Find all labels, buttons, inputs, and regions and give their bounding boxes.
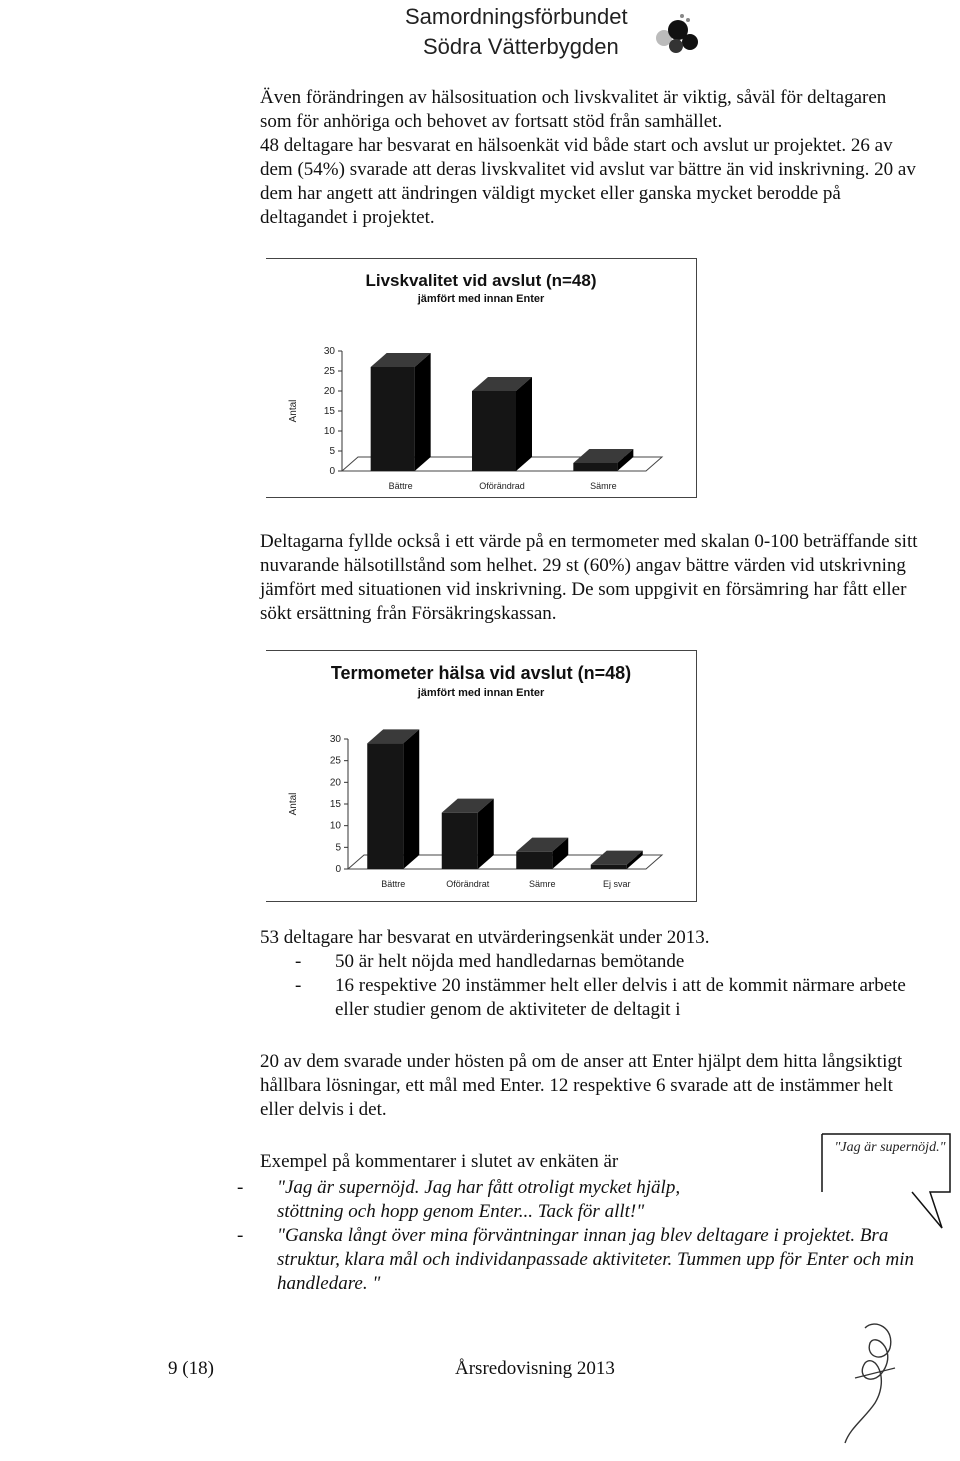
paragraph-comments-intro: Exempel på kommentarer i slutet av enkäten är <box>260 1151 619 1172</box>
chart-subtitle: jämfört med innan Enter <box>417 293 545 305</box>
x-tick-label: Bättre <box>381 879 406 889</box>
y-tick-label: 0 <box>329 466 335 477</box>
organization-name <box>405 2 628 62</box>
y-tick-label: 15 <box>323 406 335 417</box>
bar-front <box>573 463 617 471</box>
y-tick-label: 5 <box>335 842 341 854</box>
bar-side <box>415 353 431 471</box>
list-item: - 50 är helt nöjda med handledarnas bemötande <box>295 951 685 972</box>
signature-icon <box>835 1308 905 1448</box>
y-tick-label: 30 <box>323 346 335 357</box>
x-tick-label: Oförändrad <box>479 481 525 491</box>
bar-front <box>371 367 415 471</box>
bar <box>442 799 494 869</box>
x-tick-label: Oförändrat <box>446 879 490 889</box>
organization-name-line2: Södra Vätterbygden <box>423 34 619 59</box>
paragraph-thermometer: Deltagarna fyllde också i ett värde på en termometer med skalan 0-100 beträffande sitt nuvarande hälsotillstånd som helhet. 29 st (60%) angav bättre värden vid utskrivning jämfört med situationen vid inskrivning. De som uppgivit en försämring har fått eller sökt ersättning från Försäkringskassan. <box>260 531 918 624</box>
chart-subtitle: jämfört med innan Enter <box>417 687 545 699</box>
footer-title: Årsredovisning 2013 <box>455 1358 615 1379</box>
quote-item: - "Jag är supernöjd. Jag har fått otroligt mycket hjälp, stöttning och hopp genom Enter... Tack för allt!" <box>237 1177 681 1222</box>
bar <box>367 729 419 869</box>
organization-logo-icon <box>652 8 700 56</box>
bullet-list <box>295 950 935 1022</box>
y-tick-label: 15 <box>329 799 341 810</box>
y-tick-label: 20 <box>323 386 335 397</box>
bar-front <box>591 865 627 869</box>
x-tick-label: Sämre <box>528 879 556 889</box>
y-tick-label: 10 <box>323 426 335 437</box>
list-item: - 16 respektive 20 instämmer helt eller delvis i att de kommit närmare arbete eller studier genom de aktiviteter de deltagit i <box>295 975 906 1020</box>
organization-name-line1: Samordningsförbundet <box>405 4 628 29</box>
bar <box>573 449 633 471</box>
bar-front <box>516 852 552 869</box>
chart-livskvalitet <box>266 258 697 498</box>
y-tick-label: 5 <box>329 446 335 457</box>
y-tick-label: 10 <box>329 820 341 832</box>
x-tick-label: Bättre <box>388 481 413 491</box>
y-axis-label: Antal <box>288 399 299 423</box>
paragraph-long-term-solutions: 20 av dem svarade under hösten på om de anser att Enter hjälpt dem hitta långsiktigt hållbara lösningar, ett mål med Enter. 12 respektive 6 svarade att de instämmer helt eller delvis i det. <box>260 1051 903 1120</box>
bar <box>516 838 568 869</box>
chart-livskvalitet-plot <box>266 259 696 497</box>
x-tick-label: Sämre <box>590 481 617 491</box>
paragraph-health-change: Även förändringen av hälsosituation och livskvalitet är viktig, såväl för deltagaren som för anhöriga och behovet av fortsatt stöd från samhället. <box>260 87 887 132</box>
y-tick-label: 25 <box>323 366 335 377</box>
callout-quote: "Jag är supernöjd." <box>834 1140 946 1155</box>
y-tick-label: 20 <box>329 777 341 789</box>
chart-termometer-plot <box>266 651 696 901</box>
x-tick-label: Ej svar <box>602 879 631 889</box>
bar-side <box>403 729 419 869</box>
bar <box>472 377 532 471</box>
paragraph-health-survey: 48 deltagare har besvarat en hälsoenkät vid både start och avslut ur projektet. 26 av dem (54%) svarade att deras livskvalitet vid avslut var bättre än vid inskrivning. 20 av dem har angett att ändringen väldigt mycket eller ganska mycket berodde på deltagandet i projektet. <box>260 135 916 228</box>
y-axis-label: Antal <box>288 792 299 816</box>
bar-side <box>516 377 532 471</box>
bar-front <box>442 813 478 869</box>
bar-front <box>472 391 516 471</box>
bar-front <box>367 743 403 869</box>
bar <box>591 851 643 869</box>
paragraph-evaluation-survey: 53 deltagare har besvarat en utvärderingsenkät under 2013. <box>260 927 710 948</box>
page-number: 9 (18) <box>168 1358 214 1379</box>
chart-title: Livskvalitet vid avslut (n=48) <box>365 271 597 290</box>
y-tick-label: 30 <box>329 734 341 745</box>
chart-termometer <box>266 650 697 902</box>
bar <box>371 353 431 471</box>
y-tick-label: 25 <box>329 755 341 767</box>
y-tick-label: 0 <box>335 864 341 875</box>
quote-item: - "Ganska långt över mina förväntningar innan jag blev deltagare i projektet. Bra struktur, klara mål och individanpassade aktiviteter. Tummen upp för Enter och min handledare. " <box>237 1225 914 1294</box>
chart-title: Termometer hälsa vid avslut (n=48) <box>330 663 632 683</box>
